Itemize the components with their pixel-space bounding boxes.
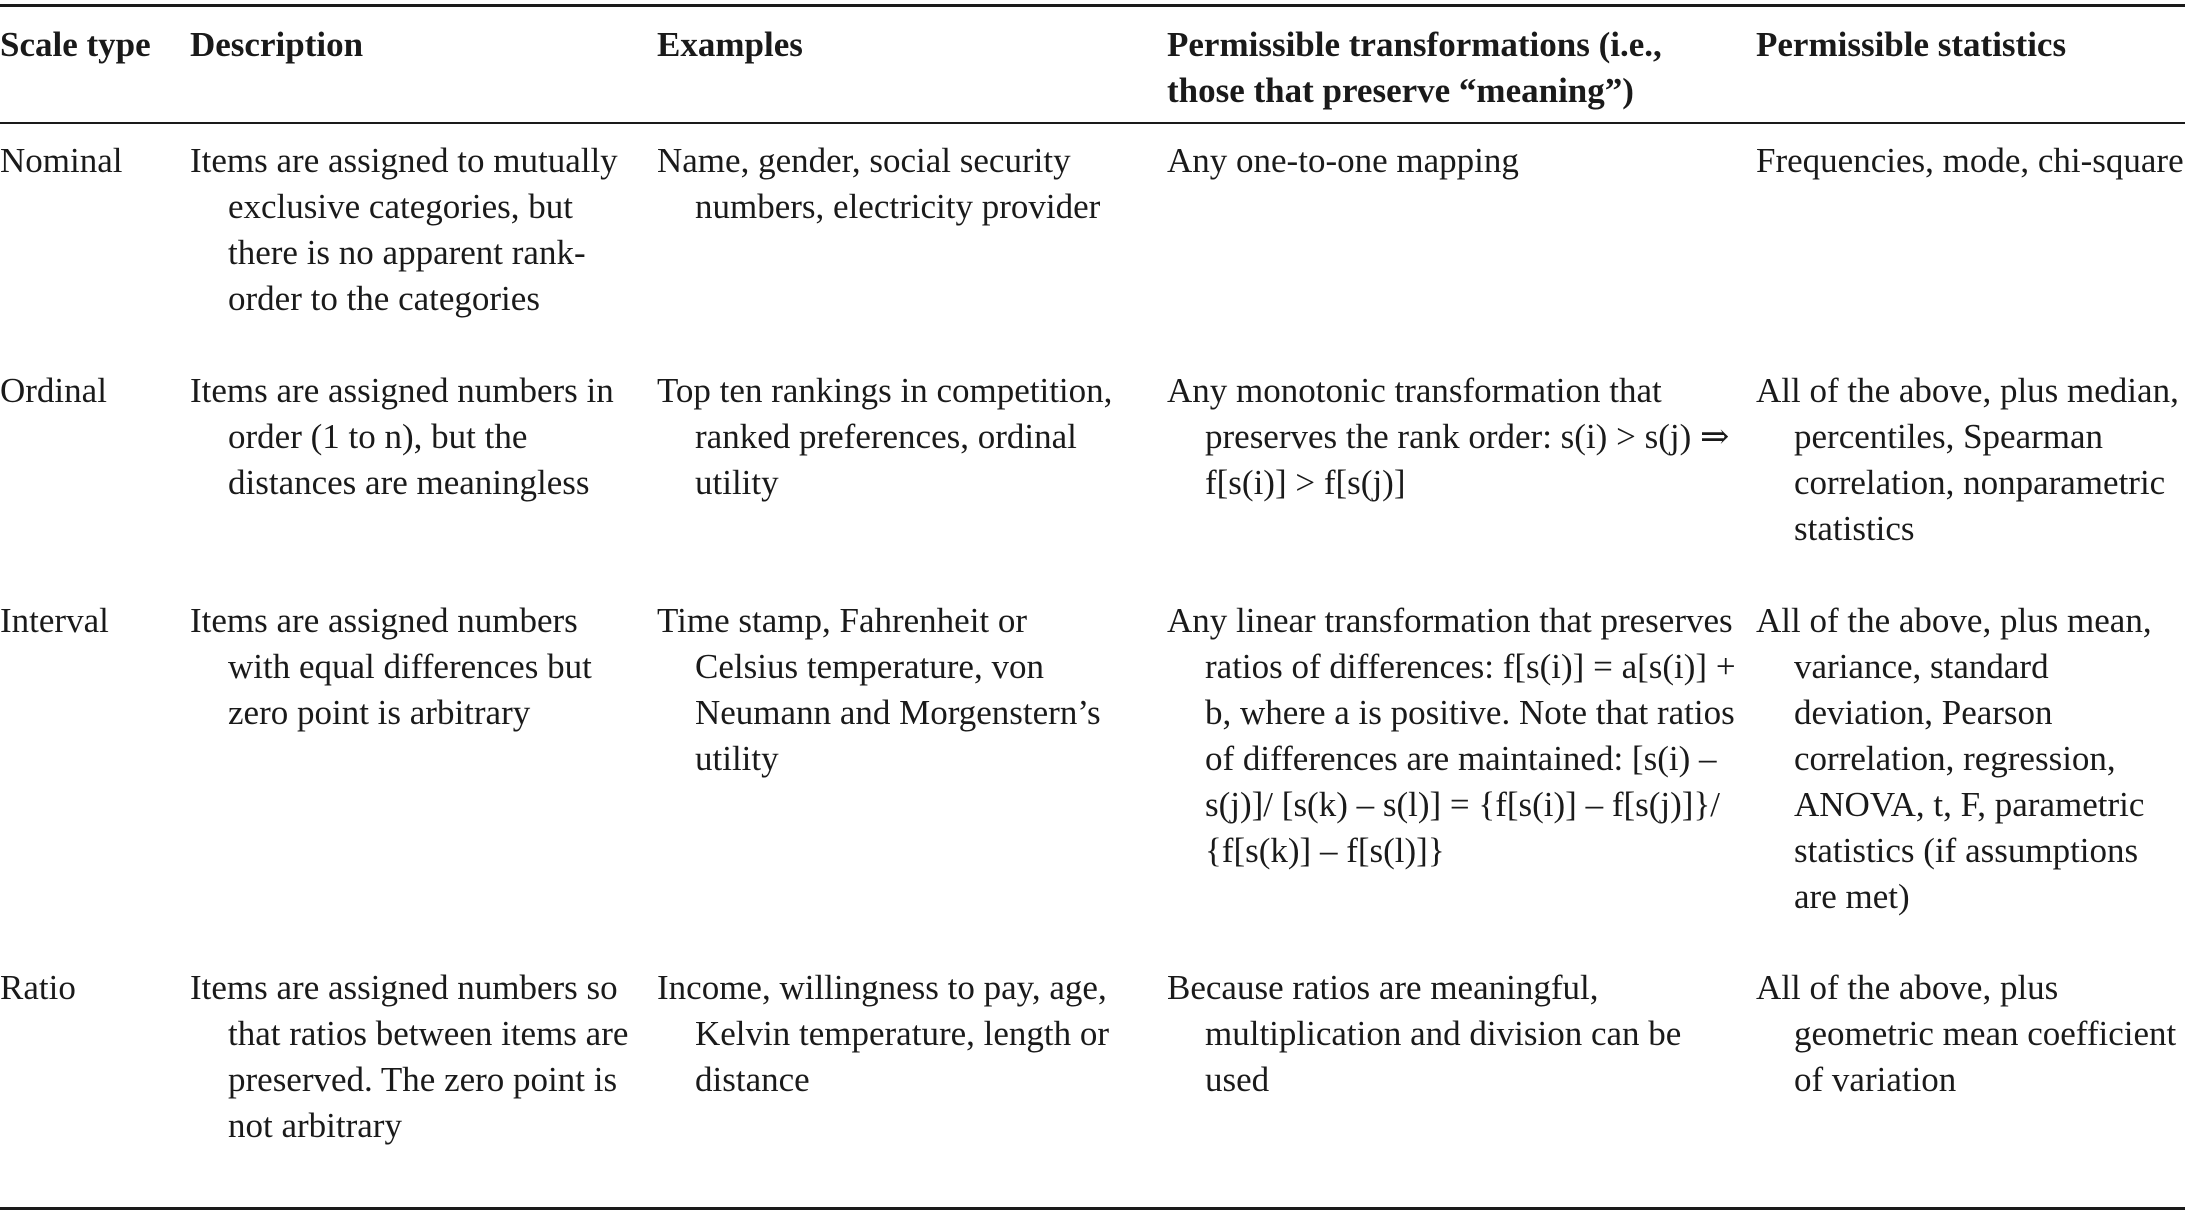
table-cell-transformations: Any linear transformation that preserves ratios of differences: f[s(i)] = a[s(i)] + b, where a is positive. Note that ratios of differences are maintained: [s(i) – s(j)]/ [s(k) – s(l)] = {f[s(i)] – f[s(j)]}/ {f[s(k)] – f[s(l)]}	[1167, 601, 1736, 870]
table-bottom-rule	[0, 1207, 2185, 1210]
table-cell-transformations: Any monotonic transformation that preserves the rank order: s(i) > s(j) ⇒ f[s(i)] > f[s(j)]	[1167, 371, 1730, 502]
table-cell-transformations: Any one-to-one mapping	[1167, 141, 1519, 180]
table-cell-examples: Income, willingness to pay, age, Kelvin temperature, length or distance	[657, 968, 1110, 1099]
table-cell-description: Items are assigned numbers with equal differences but zero point is arbitrary	[190, 601, 592, 732]
table-cell-examples: Top ten rankings in competition, ranked preferences, ordinal utility	[657, 371, 1113, 502]
table-cell-description: Items are assigned numbers so that ratios between items are preserved. The zero point is not arbitrary	[190, 968, 629, 1145]
table-cell-scale-type: Interval	[0, 601, 109, 640]
table-cell-description: Items are assigned numbers in order (1 to n), but the distances are meaningless	[190, 371, 614, 502]
table-cell-scale-type: Ratio	[0, 968, 76, 1007]
table-cell-scale-type: Nominal	[0, 141, 123, 180]
table-cell-statistics: All of the above, plus mean, variance, standard deviation, Pearson correlation, regression, ANOVA, t, F, parametric statistics (if assumptions are met)	[1756, 601, 2152, 916]
table-cell-transformations: Because ratios are meaningful, multiplication and division can be used	[1167, 968, 1682, 1099]
table-cell-statistics: All of the above, plus geometric mean coefficient of variation	[1756, 968, 2177, 1099]
table-cell-statistics: Frequencies, mode, chi-square	[1756, 141, 2184, 180]
header-transformations: Permissible transformations (i.e., those that preserve “meaning”)	[1167, 25, 1662, 110]
header-scale-type: Scale type	[0, 25, 151, 64]
header-description: Description	[190, 25, 364, 64]
table-top-rule	[0, 4, 2185, 7]
table-cell-examples: Name, gender, social security numbers, electricity provider	[657, 141, 1101, 226]
table-header-rule	[0, 122, 2185, 124]
table-cell-scale-type: Ordinal	[0, 371, 107, 410]
table-cell-statistics: All of the above, plus median, percentiles, Spearman correlation, nonparametric statistics	[1756, 371, 2179, 548]
table-cell-examples: Time stamp, Fahrenheit or Celsius temperature, von Neumann and Morgenstern’s utility	[657, 601, 1101, 778]
table-cell-description: Items are assigned to mutually exclusive categories, but there is no apparent rank-order to the categories	[190, 141, 618, 318]
header-statistics: Permissible statistics	[1756, 25, 2067, 64]
header-examples: Examples	[657, 25, 803, 64]
